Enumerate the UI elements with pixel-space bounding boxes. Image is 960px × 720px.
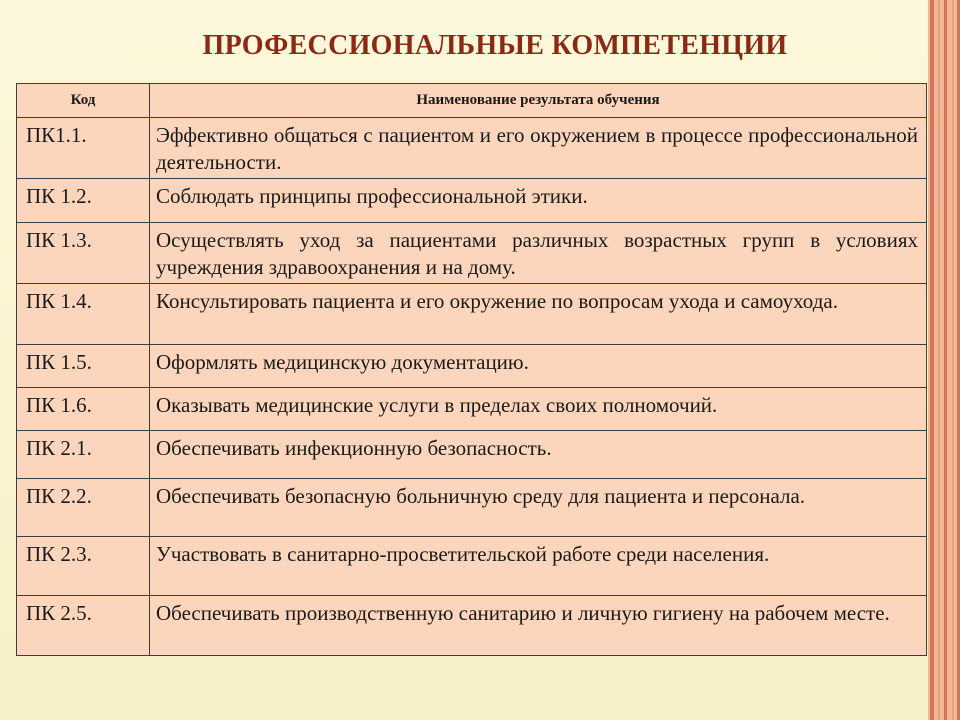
competency-code: ПК 1.2.	[17, 179, 150, 223]
competency-code: ПК 1.5.	[17, 345, 150, 388]
table-row	[17, 284, 927, 345]
competencies-table	[16, 83, 927, 656]
table-row	[17, 596, 927, 656]
header-name: Наименование результата обучения	[150, 84, 927, 118]
table-header-row	[17, 84, 927, 118]
competency-code: ПК 2.5.	[17, 596, 150, 656]
page-title: ПРОФЕССИОНАЛЬНЫЕ КОМПЕТЕНЦИИ	[202, 30, 788, 61]
table-row	[17, 479, 927, 537]
table-row	[17, 345, 927, 388]
competency-code: ПК 2.3.	[17, 537, 150, 596]
border-stripe	[938, 0, 940, 720]
table-row	[17, 431, 927, 479]
competency-name: Консультировать пациента и его окружение по вопросам ухода и самоухода.	[150, 284, 927, 345]
competency-name: Оказывать медицинские услуги в пределах своих полномочий.	[150, 388, 927, 431]
competency-code: ПК 2.1.	[17, 431, 150, 479]
competency-code: ПК 2.2.	[17, 479, 150, 537]
table-row	[17, 537, 927, 596]
competency-name: Оформлять медицинскую документацию.	[150, 345, 927, 388]
competency-name: Соблюдать принципы профессиональной этики.	[150, 179, 927, 223]
competency-name: Осуществлять уход за пациентами различных возрастных групп в условиях учреждения здравоохранения и на дому.	[150, 223, 927, 284]
border-stripe	[952, 0, 954, 720]
table-row	[17, 118, 927, 179]
table-row	[17, 388, 927, 431]
competency-name: Обеспечивать производственную санитарию и личную гигиену на рабочем месте.	[150, 596, 927, 656]
competency-code: ПК1.1.	[17, 118, 150, 179]
competency-code: ПК 1.4.	[17, 284, 150, 345]
header-code: Код	[17, 84, 150, 118]
competency-name: Участвовать в санитарно-просветительской работе среди населения.	[150, 537, 927, 596]
border-stripe	[944, 0, 947, 720]
competency-name: Обеспечивать безопасную больничную среду для пациента и персонала.	[150, 479, 927, 537]
decorative-right-border	[928, 0, 960, 720]
border-stripe	[930, 0, 934, 720]
competency-name: Эффективно общаться с пациентом и его окружением в процессе профессиональной деятельности.	[150, 118, 927, 179]
competency-code: ПК 1.3.	[17, 223, 150, 284]
table-row	[17, 223, 927, 284]
table-row	[17, 179, 927, 223]
competency-name: Обеспечивать инфекционную безопасность.	[150, 431, 927, 479]
competency-code: ПК 1.6.	[17, 388, 150, 431]
